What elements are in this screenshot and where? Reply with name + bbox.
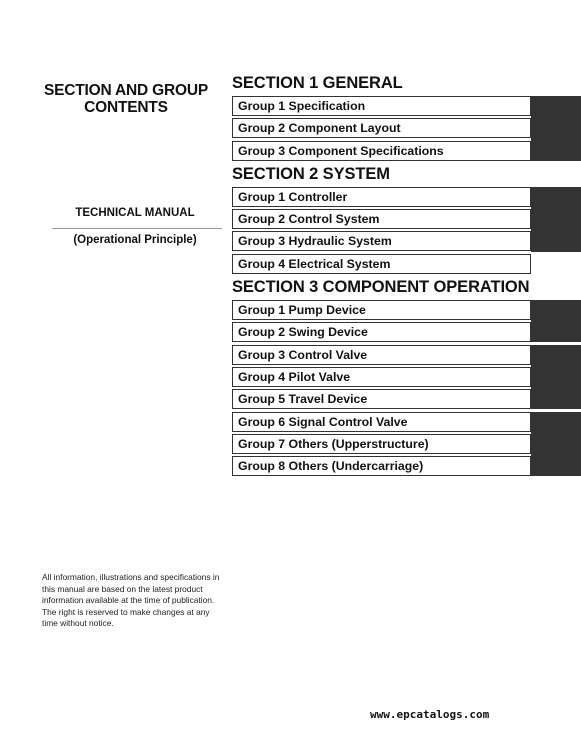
section-3-group-5[interactable]: Group 5 Travel Device [232,389,531,409]
contents-title-line2: CONTENTS [84,99,168,116]
section-1-tab [531,96,581,161]
section-2-heading: SECTION 2 SYSTEM [232,165,390,183]
section-1-group-3[interactable]: Group 3 Component Specifications [232,141,531,161]
section-2-group-3[interactable]: Group 3 Hydraulic System [232,231,531,251]
section-3-group-6[interactable]: Group 6 Signal Control Valve [232,412,531,432]
operational-principle-label: (Operational Principle) [73,234,197,246]
section-3-group-2[interactable]: Group 2 Swing Device [232,322,531,342]
section-3-group-7[interactable]: Group 7 Others (Upperstructure) [232,434,531,454]
disclaimer-text: All information, illustrations and specifications in this manual are based on the latest product information available at the time of publication. The right is reserved to make changes at any time without notice. [42,572,220,629]
technical-manual-label: TECHNICAL MANUAL [75,207,195,219]
contents-title-line1: SECTION AND GROUP [44,82,208,99]
section-3-group-4[interactable]: Group 4 Pilot Valve [232,367,531,387]
section-1-group-2[interactable]: Group 2 Component Layout [232,118,531,138]
section-2-group-1[interactable]: Group 1 Controller [232,187,531,207]
section-2-tab [531,187,581,252]
section-3-tab-3 [531,412,581,476]
section-1-heading: SECTION 1 GENERAL [232,74,403,92]
section-3-group-1[interactable]: Group 1 Pump Device [232,300,531,320]
contents-title [36,82,216,116]
section-1-group-1[interactable]: Group 1 Specification [232,96,531,116]
section-3-heading: SECTION 3 COMPONENT OPERATION [232,278,530,296]
section-2-group-2[interactable]: Group 2 Control System [232,209,531,229]
divider [52,228,222,229]
footer-url[interactable]: www.epcatalogs.com [370,708,490,721]
section-2-group-4[interactable]: Group 4 Electrical System [232,254,531,274]
section-3-tab-1 [531,300,581,342]
section-3-group-8[interactable]: Group 8 Others (Undercarriage) [232,456,531,476]
section-3-tab-2 [531,345,581,409]
section-3-group-3[interactable]: Group 3 Control Valve [232,345,531,365]
